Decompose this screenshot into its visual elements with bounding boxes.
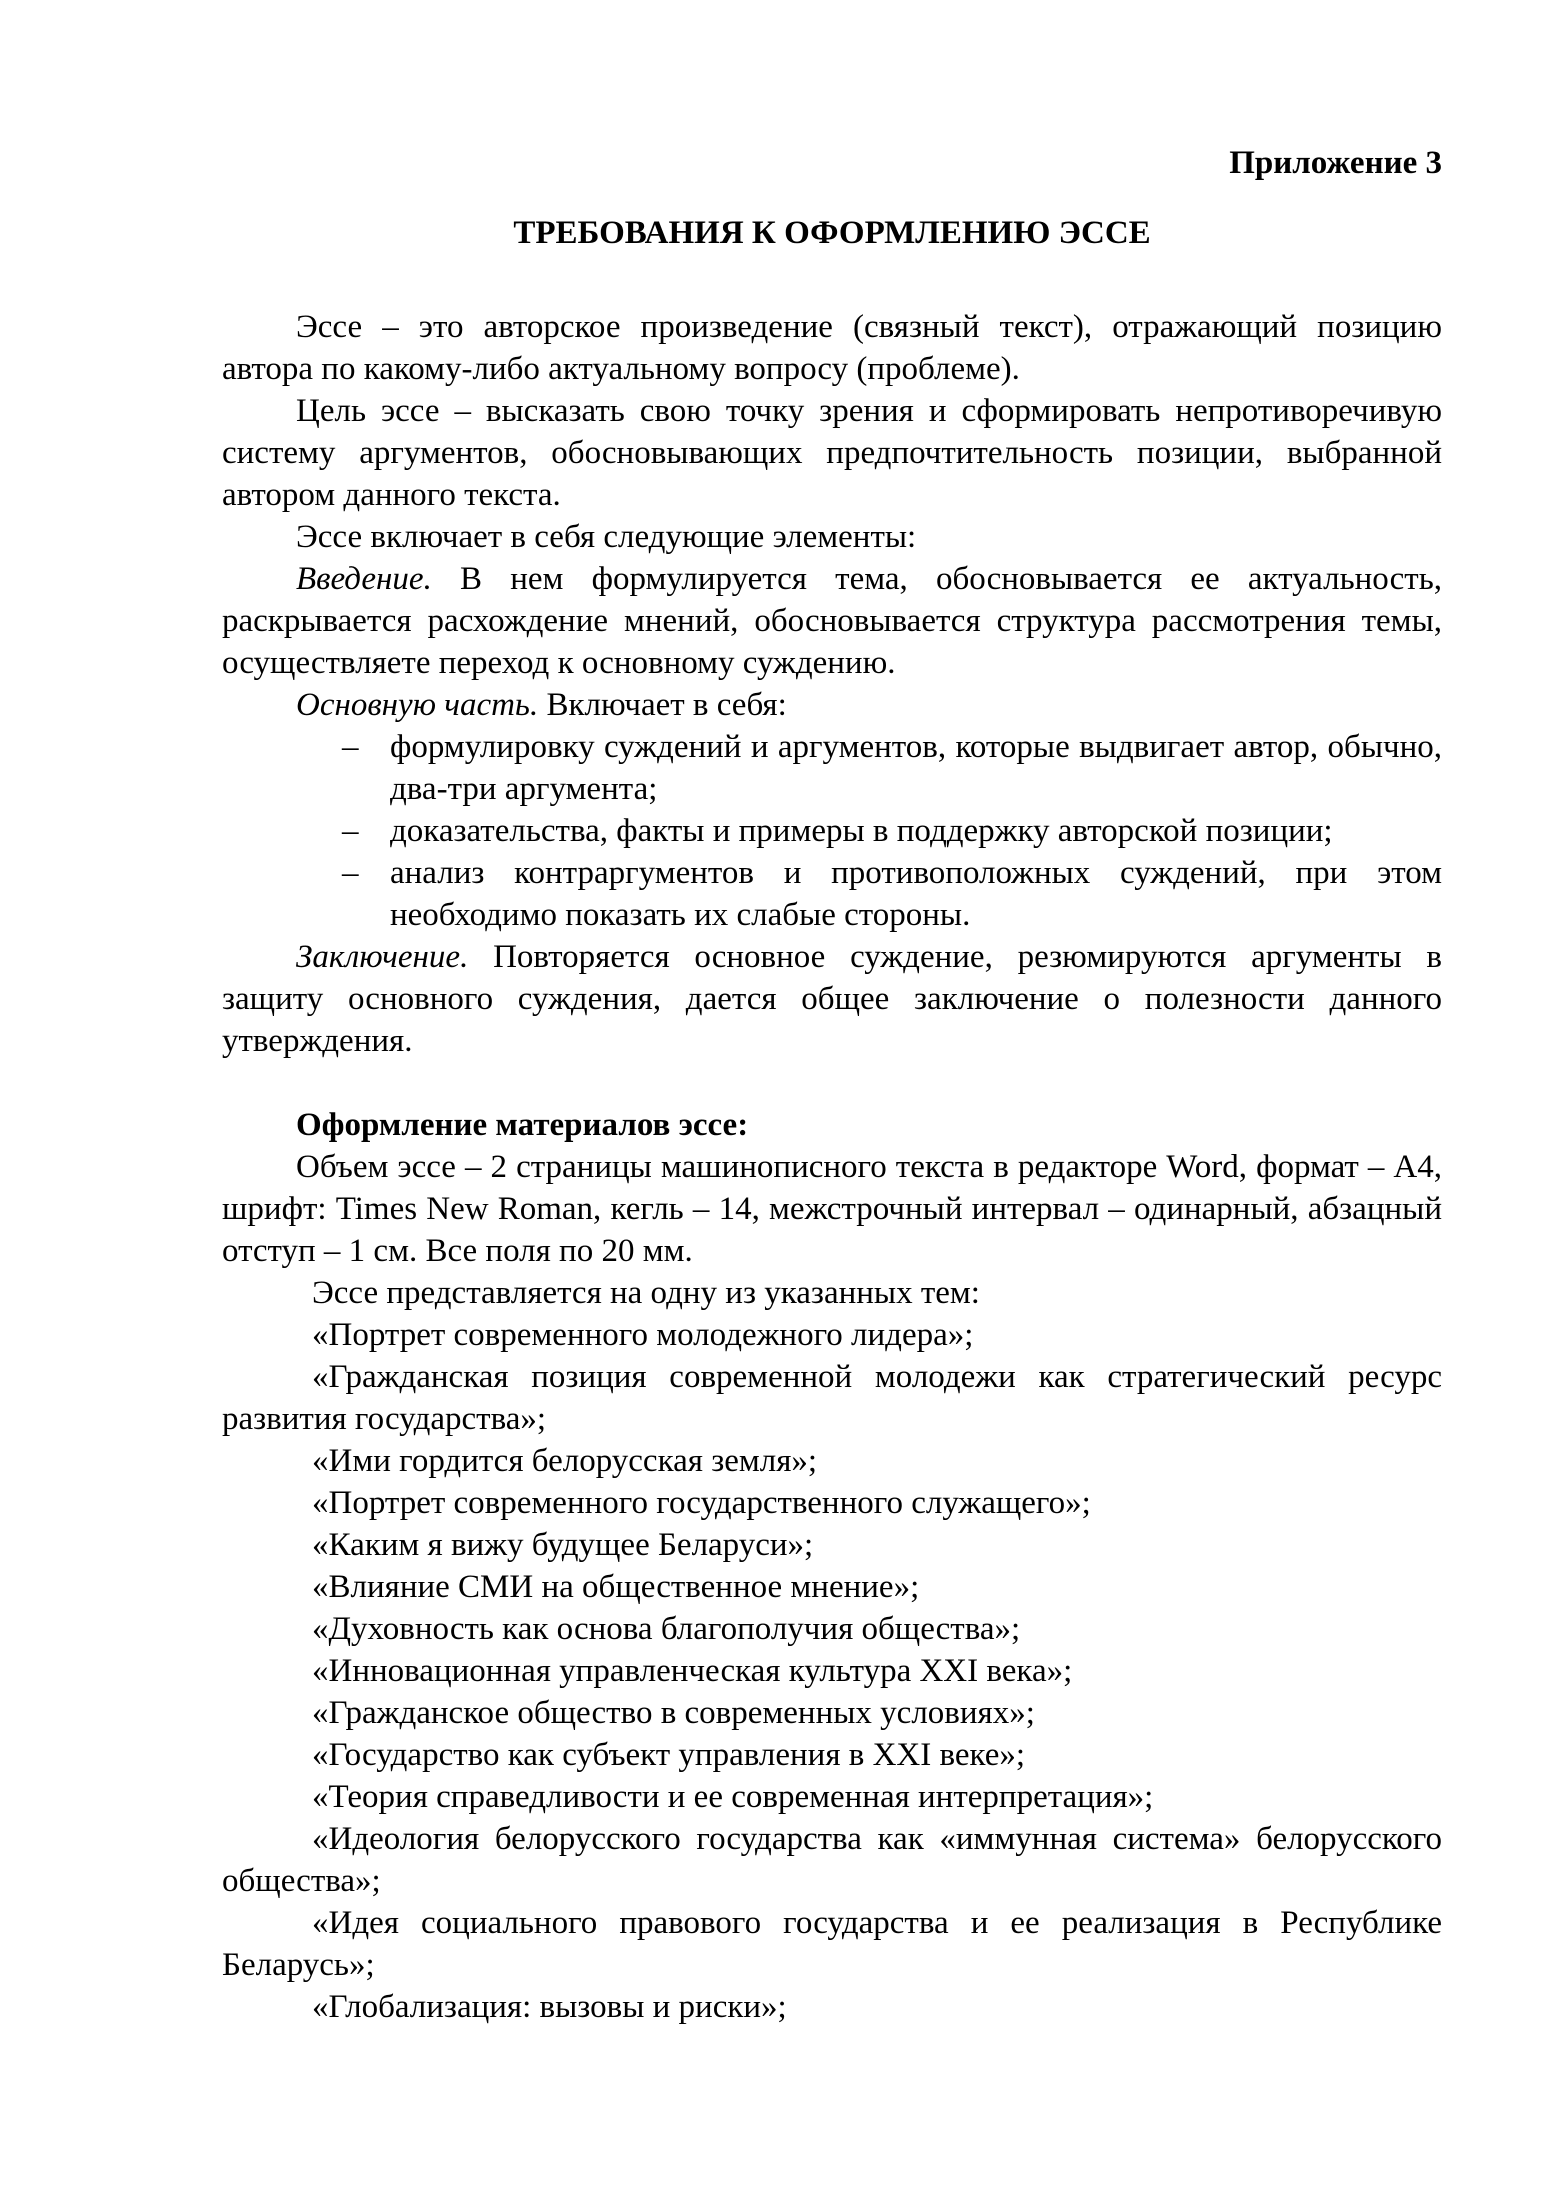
list-item: «Государство как субъект управления в XXI веке»; [312, 1737, 1026, 1773]
list-item: «Идея социального правового государства и ее реализация в Республике Беларусь»; [222, 1905, 1442, 1983]
appendix-label: Приложение 3 [1229, 145, 1442, 181]
formatting-heading: Оформление материалов эссе: [296, 1107, 749, 1143]
topics-lead: Эссе представляется на одну из указанных тем: [312, 1275, 980, 1311]
list-item: «Гражданское общество в современных условиях»; [312, 1695, 1035, 1731]
dash-bullet: – [342, 813, 359, 849]
introduction-paragraph [222, 558, 1442, 684]
dash-bullet: – [342, 855, 359, 891]
document-page [222, 142, 1442, 2028]
introduction-text: В нем формулируется тема, обосновывается ее актуальность, раскрывается расхождение мнений, обосновывается структура рассмотрения темы, осуществляете переход к основному суждению. [222, 561, 1442, 681]
conclusion-text: Повторяется основное суждение, резюмируются аргументы в защиту основного суждения, дается общее заключение о полезности данного утверждения. [222, 939, 1442, 1059]
list-item: «Духовность как основа благополучия общества»; [312, 1611, 1021, 1647]
list-item [342, 810, 1442, 852]
list-item: «Ими гордится белорусская земля»; [312, 1443, 818, 1479]
list-item: «Портрет современного молодежного лидера»; [312, 1317, 974, 1353]
formatting-section [222, 1104, 1442, 2028]
dash-bullet: – [342, 729, 359, 765]
list-item [342, 852, 1442, 936]
elements-paragraph: Эссе включает в себя следующие элементы: [296, 519, 917, 555]
main-part-list [222, 726, 1442, 936]
list-item-text: анализ контраргументов и противоположных суждений, при этом необходимо показать их слабые стороны. [390, 855, 1442, 933]
main-part-term: Основную часть. [296, 687, 539, 723]
volume-paragraph: Объем эссе – 2 страницы машинописного текста в редакторе Word, формат – А4, шрифт: Times New Roman, кегль – 14, межстрочный интервал – одинарный, абзацный отступ – 1 см. Все поля по 20 мм. [222, 1149, 1442, 1269]
conclusion-paragraph [222, 936, 1442, 1062]
main-part-text: Включает в себя: [538, 687, 787, 723]
introduction-term: Введение. [296, 561, 432, 597]
topics-list [222, 1314, 1442, 2028]
list-item-text: формулировку суждений и аргументов, которые выдвигает автор, обычно, два-три аргумента; [390, 729, 1442, 807]
list-item: «Глобализация: вызовы и риски»; [312, 1989, 787, 2025]
list-item: «Каким я вижу будущее Беларуси»; [312, 1527, 814, 1563]
list-item: «Идеология белорусского государства как «иммунная система» белорусского общества»; [222, 1821, 1442, 1899]
document-title: ТРЕБОВАНИЯ К ОФОРМЛЕНИЮ ЭССЕ [513, 215, 1151, 251]
list-item: «Инновационная управленческая культура XXI века»; [312, 1653, 1073, 1689]
definition-paragraph: Эссе – это авторское произведение (связный текст), отражающий позицию автора по какому-либо актуальному вопросу (проблеме). [222, 309, 1442, 387]
list-item: «Гражданская позиция современной молодежи как стратегический ресурс развития государства»; [222, 1359, 1442, 1437]
list-item: «Портрет современного государственного служащего»; [312, 1485, 1091, 1521]
list-item: «Теория справедливости и ее современная интерпретация»; [312, 1779, 1154, 1815]
list-item-text: доказательства, факты и примеры в поддержку авторской позиции; [390, 813, 1333, 849]
main-part-paragraph [222, 684, 1442, 726]
requirements-section [222, 306, 1442, 1062]
list-item: «Влияние СМИ на общественное мнение»; [312, 1569, 920, 1605]
goal-paragraph: Цель эссе – высказать свою точку зрения и сформировать непротиворечивую систему аргументов, обосновывающих предпочтительность позиции, выбранной автором данного текста. [222, 393, 1442, 513]
list-item [342, 726, 1442, 810]
conclusion-term: Заключение. [296, 939, 469, 975]
